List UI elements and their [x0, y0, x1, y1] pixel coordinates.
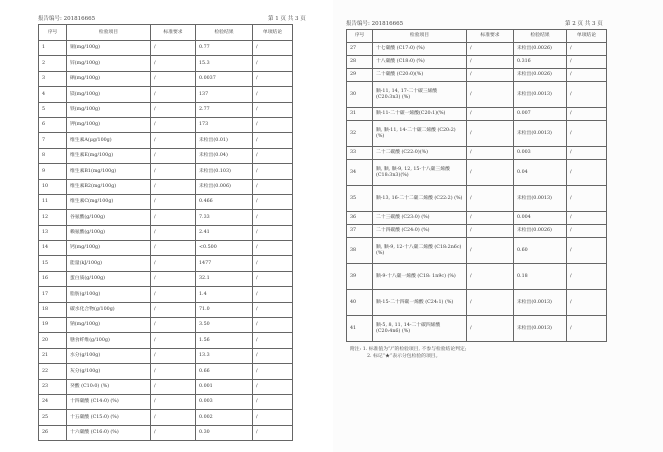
- conclusion-cell: /: [253, 410, 293, 425]
- table-row: [39, 348, 293, 363]
- result-cell: 未检出(0.04): [196, 148, 253, 163]
- table-row: [39, 379, 293, 394]
- test-item-cell: 顺-11-二十碳一烯酸(C20:1)(%): [373, 108, 467, 121]
- test-item-cell: 顺, 顺-9, 12-十八碳二烯酸 (C18:2n6c) (%): [373, 238, 467, 264]
- test-item-cell: 十五碳酸 (C15:0) (%): [67, 410, 151, 425]
- conclusion-cell: /: [253, 41, 293, 56]
- header-item: 检验项目: [373, 30, 467, 43]
- table-row: [39, 117, 293, 132]
- table-row: [39, 194, 293, 209]
- table-row: [347, 43, 607, 56]
- test-item-cell: 膳食纤维(g/100g): [67, 333, 151, 348]
- conclusion-cell: /: [567, 82, 607, 108]
- header-conclusion: 单项结论: [567, 30, 607, 43]
- result-cell: 未检出(0.0013): [514, 290, 567, 316]
- result-cell: 未检出(0.0013): [514, 82, 567, 108]
- table-row: [347, 290, 607, 316]
- test-item-cell: 十四碳酸 (C14:0) (%): [67, 394, 151, 409]
- result-cell: 未检出(0.0026): [514, 225, 567, 238]
- result-cell: 0.003: [196, 394, 253, 409]
- result-cell: 1.56: [196, 333, 253, 348]
- test-item-cell: 蛋白质(g/100g): [67, 271, 151, 286]
- test-item-cell: 顺, 顺, 顺-9, 12, 15-十八碳三烯酸 (C18:3n3)(%): [373, 160, 467, 186]
- result-cell: 7.33: [196, 210, 253, 225]
- standard-cell: /: [151, 410, 196, 425]
- conclusion-cell: /: [253, 148, 293, 163]
- conclusion-cell: /: [567, 43, 607, 56]
- report-number: 报告编号: 201816665: [346, 21, 404, 27]
- table-row: [39, 179, 293, 194]
- row-no-cell: 41: [347, 316, 373, 342]
- footnotes: [350, 346, 466, 360]
- result-cell: 1477: [196, 256, 253, 271]
- test-item-cell: 镁(mg/100g): [67, 87, 151, 102]
- conclusion-cell: /: [253, 333, 293, 348]
- table-row: [39, 410, 293, 425]
- standard-cell: /: [151, 164, 196, 179]
- result-cell: 未检出(0.006): [196, 179, 253, 194]
- standard-cell: /: [151, 71, 196, 86]
- test-item-cell: 顺, 顺-11, 14-二十碳二烯酸 (C20:2) (%): [373, 121, 467, 147]
- table-row: [347, 316, 607, 342]
- test-item-cell: 顺-11, 14, 17-二十碳三烯酸 (C20:3n3) (%): [373, 82, 467, 108]
- row-no-cell: 17: [39, 287, 67, 302]
- table-row: [39, 225, 293, 240]
- conclusion-cell: /: [253, 271, 293, 286]
- header-conclusion: 单项结论: [253, 25, 293, 41]
- table-row: [39, 287, 293, 302]
- row-no-cell: 13: [39, 225, 67, 240]
- test-item-cell: 二十碳酸 (C20:0)(%): [373, 69, 467, 82]
- header-result: 检验结果: [196, 25, 253, 41]
- row-no-cell: 34: [347, 160, 373, 186]
- row-no-cell: 37: [347, 225, 373, 238]
- table-row: [39, 102, 293, 117]
- conclusion-cell: /: [567, 108, 607, 121]
- result-cell: 15.3: [196, 56, 253, 71]
- row-no-cell: 24: [39, 394, 67, 409]
- test-item-cell: 二十四碳酸 (C24:0) (%): [373, 225, 467, 238]
- row-no-cell: 30: [347, 82, 373, 108]
- table-row: [39, 425, 293, 440]
- test-item-cell: 维生素C(mg/100g): [67, 194, 151, 209]
- row-no-cell: 21: [39, 348, 67, 363]
- result-cell: 未检出(0.0013): [514, 121, 567, 147]
- conclusion-cell: /: [567, 186, 607, 212]
- test-item-cell: 癸酸 (C10:0) (%): [67, 379, 151, 394]
- row-no-cell: 36: [347, 212, 373, 225]
- result-cell: 0.007: [514, 108, 567, 121]
- test-item-cell: 钙(mg/100g): [67, 241, 151, 256]
- standard-cell: /: [467, 238, 514, 264]
- header-no: 序号: [347, 30, 373, 43]
- standard-cell: /: [151, 318, 196, 333]
- page-indicator: 第 1 页 共 3 页: [268, 16, 306, 22]
- result-cell: <0.500: [196, 241, 253, 256]
- row-no-cell: 27: [347, 43, 373, 56]
- table-header-row: [39, 25, 293, 41]
- result-cell: 71.0: [196, 302, 253, 317]
- result-cell: 0.77: [196, 41, 253, 56]
- table-row: [347, 238, 607, 264]
- row-no-cell: 33: [347, 147, 373, 160]
- conclusion-cell: /: [567, 121, 607, 147]
- table-row: [347, 56, 607, 69]
- row-no-cell: 15: [39, 256, 67, 271]
- test-item-cell: 硒(mg/100g): [67, 71, 151, 86]
- standard-cell: /: [467, 212, 514, 225]
- standard-cell: /: [467, 225, 514, 238]
- result-cell: 0.466: [196, 194, 253, 209]
- conclusion-cell: /: [253, 117, 293, 132]
- test-item-cell: 锌(mg/100g): [67, 56, 151, 71]
- right-report-page: [333, 0, 663, 452]
- conclusion-cell: /: [253, 102, 293, 117]
- conclusion-cell: /: [253, 133, 293, 148]
- result-cell: 2.77: [196, 102, 253, 117]
- standard-cell: /: [151, 225, 196, 240]
- test-item-cell: 顺-15-二十四碳一烯酸 (C24:1) (%): [373, 290, 467, 316]
- conclusion-cell: /: [253, 256, 293, 271]
- standard-cell: /: [151, 394, 196, 409]
- result-cell: 13.3: [196, 348, 253, 363]
- table-header-row: [347, 30, 607, 43]
- standard-cell: /: [151, 41, 196, 56]
- standard-cell: /: [151, 425, 196, 440]
- table-row: [347, 121, 607, 147]
- standard-cell: /: [467, 43, 514, 56]
- standard-cell: /: [151, 117, 196, 132]
- standard-cell: /: [151, 179, 196, 194]
- standard-cell: /: [467, 82, 514, 108]
- table-row: [39, 210, 293, 225]
- test-item-cell: 铁(mg/100g): [67, 102, 151, 117]
- standard-cell: /: [151, 210, 196, 225]
- report-number: 报告编号: 201816665: [38, 16, 96, 22]
- row-no-cell: 26: [39, 425, 67, 440]
- test-item-cell: 维生素B1(mg/100g): [67, 164, 151, 179]
- row-no-cell: 6: [39, 117, 67, 132]
- row-no-cell: 22: [39, 364, 67, 379]
- table-row: [347, 69, 607, 82]
- row-no-cell: 9: [39, 164, 67, 179]
- test-item-cell: 钠(mg/100g): [67, 318, 151, 333]
- row-no-cell: 7: [39, 133, 67, 148]
- standard-cell: /: [467, 316, 514, 342]
- conclusion-cell: /: [253, 210, 293, 225]
- conclusion-cell: /: [567, 225, 607, 238]
- result-cell: 0.316: [514, 56, 567, 69]
- result-cell: 173: [196, 117, 253, 132]
- test-item-cell: 脂肪(g/100g): [67, 287, 151, 302]
- footnote-2: 2. 标记“★”表示分包检验的项目。: [367, 354, 441, 359]
- conclusion-cell: /: [253, 364, 293, 379]
- row-no-cell: 39: [347, 264, 373, 290]
- result-cell: 0.60: [514, 238, 567, 264]
- inspection-table-right: [346, 29, 607, 342]
- standard-cell: /: [467, 56, 514, 69]
- table-row: [39, 71, 293, 86]
- row-no-cell: 20: [39, 333, 67, 348]
- conclusion-cell: /: [567, 56, 607, 69]
- conclusion-cell: /: [253, 302, 293, 317]
- row-no-cell: 10: [39, 179, 67, 194]
- result-cell: 137: [196, 87, 253, 102]
- conclusion-cell: /: [253, 225, 293, 240]
- table-row: [39, 133, 293, 148]
- test-item-cell: 十八碳酸 (C18:0) (%): [373, 56, 467, 69]
- table-row: [39, 87, 293, 102]
- result-cell: 未检出(0.0026): [514, 43, 567, 56]
- standard-cell: /: [151, 194, 196, 209]
- test-item-cell: 钾(mg/100g): [67, 117, 151, 132]
- conclusion-cell: /: [567, 316, 607, 342]
- conclusion-cell: /: [253, 394, 293, 409]
- row-no-cell: 19: [39, 318, 67, 333]
- standard-cell: /: [151, 133, 196, 148]
- standard-cell: /: [467, 147, 514, 160]
- result-cell: 未检出(0.01): [196, 133, 253, 148]
- standard-cell: /: [151, 148, 196, 163]
- row-no-cell: 40: [347, 290, 373, 316]
- row-no-cell: 29: [347, 69, 373, 82]
- test-item-cell: 十七碳酸 (C17:0) (%): [373, 43, 467, 56]
- table-row: [347, 108, 607, 121]
- standard-cell: /: [151, 364, 196, 379]
- table-row: [39, 241, 293, 256]
- standard-cell: /: [467, 121, 514, 147]
- table-row: [39, 271, 293, 286]
- standard-cell: /: [151, 241, 196, 256]
- standard-cell: /: [151, 87, 196, 102]
- standard-cell: /: [467, 264, 514, 290]
- result-cell: 未检出(0.0013): [514, 316, 567, 342]
- header-item: 检验项目: [67, 25, 151, 41]
- row-no-cell: 38: [347, 238, 373, 264]
- standard-cell: /: [151, 271, 196, 286]
- row-no-cell: 25: [39, 410, 67, 425]
- conclusion-cell: /: [253, 87, 293, 102]
- table-row: [347, 160, 607, 186]
- conclusion-cell: /: [253, 241, 293, 256]
- table-row: [347, 147, 607, 160]
- test-item-cell: 顺-13, 16-二十二碳二烯酸 (C22:2) (%): [373, 186, 467, 212]
- conclusion-cell: /: [253, 318, 293, 333]
- row-no-cell: 32: [347, 121, 373, 147]
- standard-cell: /: [151, 333, 196, 348]
- row-no-cell: 23: [39, 379, 67, 394]
- conclusion-cell: /: [253, 71, 293, 86]
- row-no-cell: 8: [39, 148, 67, 163]
- test-item-cell: 十六碳酸 (C16:0) (%): [67, 425, 151, 440]
- result-cell: 1.4: [196, 287, 253, 302]
- standard-cell: /: [467, 290, 514, 316]
- conclusion-cell: /: [253, 287, 293, 302]
- conclusion-cell: /: [253, 348, 293, 363]
- standard-cell: /: [151, 348, 196, 363]
- result-cell: 0.04: [514, 160, 567, 186]
- test-item-cell: 谷氨酸(g/100g): [67, 210, 151, 225]
- result-cell: 未检出(0.103): [196, 164, 253, 179]
- standard-cell: /: [151, 287, 196, 302]
- table-row: [39, 364, 293, 379]
- table-row: [347, 82, 607, 108]
- result-cell: 0.003: [514, 147, 567, 160]
- row-no-cell: 14: [39, 241, 67, 256]
- conclusion-cell: /: [567, 212, 607, 225]
- result-cell: 未检出(0.0026): [514, 69, 567, 82]
- header-no: 序号: [39, 25, 67, 41]
- conclusion-cell: /: [567, 264, 607, 290]
- result-cell: 2.41: [196, 225, 253, 240]
- test-item-cell: 二十三碳酸 (C23:0) (%): [373, 212, 467, 225]
- table-row: [347, 186, 607, 212]
- result-cell: 0.001: [196, 379, 253, 394]
- standard-cell: /: [151, 302, 196, 317]
- row-no-cell: 11: [39, 194, 67, 209]
- header-standard: 标准要求: [151, 25, 196, 41]
- table-row: [39, 318, 293, 333]
- table-row: [39, 148, 293, 163]
- result-cell: 32.1: [196, 271, 253, 286]
- table-row: [39, 41, 293, 56]
- conclusion-cell: /: [567, 290, 607, 316]
- result-cell: 0.004: [514, 212, 567, 225]
- footnote-1: 附注: 1. 标准值为“/”的检验项目, 不参与检验结论判定;: [350, 347, 467, 352]
- page-indicator: 第 2 页 共 3 页: [565, 21, 603, 27]
- conclusion-cell: /: [253, 194, 293, 209]
- result-cell: 0.30: [196, 425, 253, 440]
- row-no-cell: 18: [39, 302, 67, 317]
- result-cell: 未检出(0.0013): [514, 186, 567, 212]
- row-no-cell: 1: [39, 41, 67, 56]
- table-row: [39, 256, 293, 271]
- header-standard: 标准要求: [467, 30, 514, 43]
- row-no-cell: 28: [347, 56, 373, 69]
- standard-cell: /: [151, 56, 196, 71]
- row-no-cell: 12: [39, 210, 67, 225]
- table-row: [39, 302, 293, 317]
- row-no-cell: 16: [39, 271, 67, 286]
- test-item-cell: 维生素B2(mg/100g): [67, 179, 151, 194]
- conclusion-cell: /: [253, 56, 293, 71]
- standard-cell: /: [151, 379, 196, 394]
- header-result: 检验结果: [514, 30, 567, 43]
- test-item-cell: 灰分(g/100g): [67, 364, 151, 379]
- result-cell: 0.002: [196, 410, 253, 425]
- inspection-table-left: [38, 24, 293, 441]
- table-row: [39, 333, 293, 348]
- table-row: [347, 264, 607, 290]
- result-cell: 0.66: [196, 364, 253, 379]
- conclusion-cell: /: [253, 179, 293, 194]
- standard-cell: /: [467, 186, 514, 212]
- test-item-cell: 顺-5, 8, 11, 14-二十碳四烯酸 (C20:4n6) (%): [373, 316, 467, 342]
- result-cell: 3.50: [196, 318, 253, 333]
- table-row: [39, 164, 293, 179]
- standard-cell: /: [151, 102, 196, 117]
- test-item-cell: 铜(mg/100g): [67, 41, 151, 56]
- table-row: [347, 225, 607, 238]
- test-item-cell: 维生素E(mg/100g): [67, 148, 151, 163]
- conclusion-cell: /: [567, 160, 607, 186]
- test-item-cell: 维生素A(μg/100g): [67, 133, 151, 148]
- result-cell: 0.18: [514, 264, 567, 290]
- table-row: [347, 212, 607, 225]
- conclusion-cell: /: [253, 425, 293, 440]
- table-row: [39, 394, 293, 409]
- row-no-cell: 35: [347, 186, 373, 212]
- row-no-cell: 3: [39, 71, 67, 86]
- row-no-cell: 2: [39, 56, 67, 71]
- test-item-cell: 能量(kJ/100g): [67, 256, 151, 271]
- test-item-cell: 碳水化合物(g/100g): [67, 302, 151, 317]
- standard-cell: /: [467, 69, 514, 82]
- test-item-cell: 水分(g/100g): [67, 348, 151, 363]
- conclusion-cell: /: [567, 69, 607, 82]
- result-cell: 0.0037: [196, 71, 253, 86]
- conclusion-cell: /: [253, 379, 293, 394]
- row-no-cell: 31: [347, 108, 373, 121]
- conclusion-cell: /: [253, 164, 293, 179]
- conclusion-cell: /: [567, 147, 607, 160]
- test-item-cell: 赖氨酸(g/100g): [67, 225, 151, 240]
- standard-cell: /: [467, 108, 514, 121]
- standard-cell: /: [151, 256, 196, 271]
- row-no-cell: 4: [39, 87, 67, 102]
- row-no-cell: 5: [39, 102, 67, 117]
- conclusion-cell: /: [567, 238, 607, 264]
- table-row: [39, 56, 293, 71]
- test-item-cell: 二十二碳酸 (C22:0)(%): [373, 147, 467, 160]
- test-item-cell: 顺-9-十八碳一烯酸 (C18: 1n9c) (%): [373, 264, 467, 290]
- standard-cell: /: [467, 160, 514, 186]
